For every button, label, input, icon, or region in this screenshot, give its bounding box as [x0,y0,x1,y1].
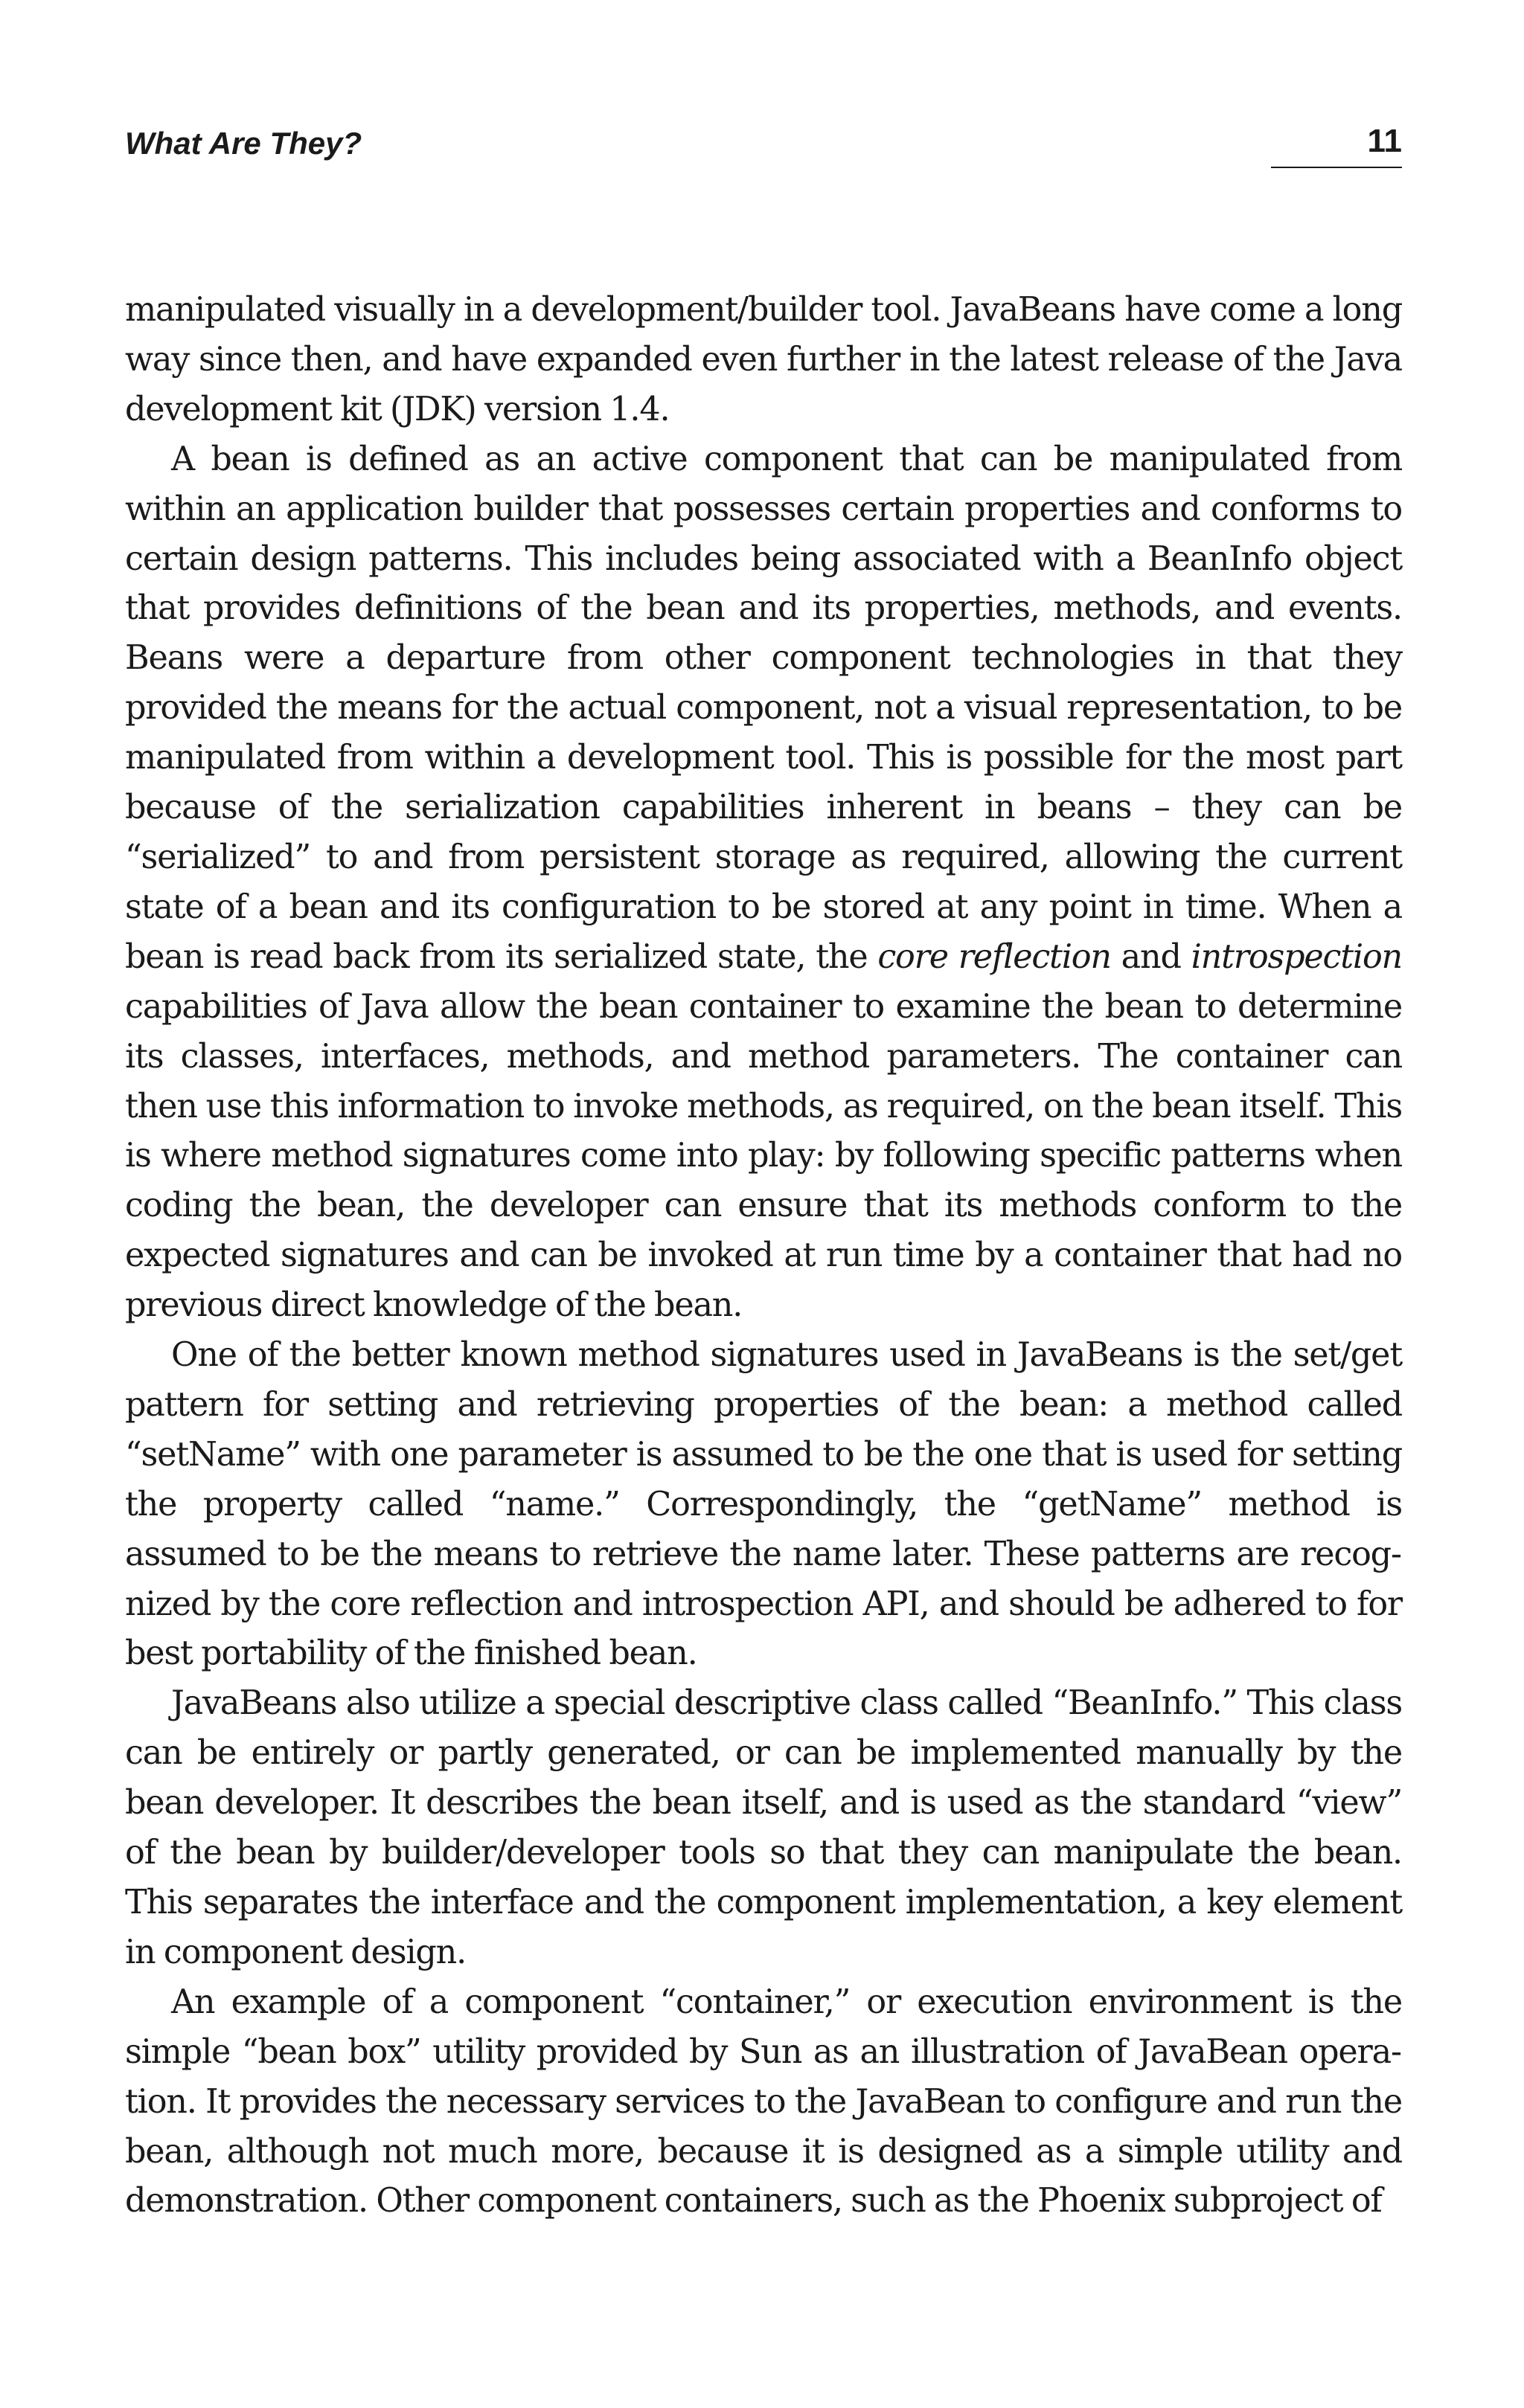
paragraph-3: One of the better known method signatures used in JavaBeans is the set/get pattern for setting and retrieving properties of the bean: a method called “setName” with one parameter is assumed to be the one that is used for setting the property called “name.” Correspondingly, the “getName” method is assumed to be the means to retrieve the name later. These patterns are recognized by the core reflection and introspection API, and should be adhered to for best portability of the finished bean. [125,1336,1402,1673]
paragraph-2-text-a: A bean is defined as an active component that can be manipulated from within an application builder that possesses certain properties and conforms to certain design patterns. This includes being associated with a BeanInfo object that provides definitions of the bean and its properties, methods, and events. Beans were a departure from other component technologies in that they provided the means for the actual component, not a visual representation, to be manipulated from within a development tool. This is possible for the most part because of the serialization capabilities inherent in beans – they can be “serialized” to and from persistent storage as required, allowing the current state of a bean and its configuration to be stored at any point in time. When a bean is read back from its serialized state, the [125,440,1402,976]
emphasis-introspection: introspection [1191,937,1402,976]
paragraph-2-text-b: and [1110,937,1191,976]
body-text [125,286,1402,2226]
paragraph-2 [125,435,1402,1331]
emphasis-core-reflection: core reflection [877,937,1111,976]
page-number: 11 [1271,125,1402,168]
paragraph-2-text-c: capabilities of Java allow the bean container to examine the bean to determine its classes, interfaces, methods, and method parameters. The container can then use this information to invoke methods, as required, on the bean itself. This is where method signatures come into play: by following specific patterns when coding the bean, the developer can ensure that its methods conform to the expected signatures and can be invoked at run time by a container that had no previous direct knowledge of the bean. [125,987,1402,1325]
running-head [125,125,1402,177]
paragraph-4: JavaBeans also utilize a special descriptive class called “BeanInfo.” This class can be entirely or partly generated, or can be implemented manually by the bean developer. It describes the bean itself, and is used as the standard “view” of the bean by builder/developer tools so that they can manipulate the bean. This separates the interface and the component implementation, a key element in component design. [125,1684,1402,1971]
paragraph-1: manipulated visually in a development/builder tool. JavaBeans have come a long way since then, and have expanded even further in the latest release of the Java development kit (JDK) version 1.4. [125,291,1402,428]
chapter-title: What Are They? [125,126,362,161]
paragraph-5: An example of a component “container,” or execution environment is the simple “bean box” utility provided by Sun as an illustration of JavaBean operation. It provides the necessary services to the JavaBean to configure and run the bean, although not much more, because it is designed as a simple utility and demonstration. Other component containers, such as the Phoenix subproject of [125,1982,1402,2221]
